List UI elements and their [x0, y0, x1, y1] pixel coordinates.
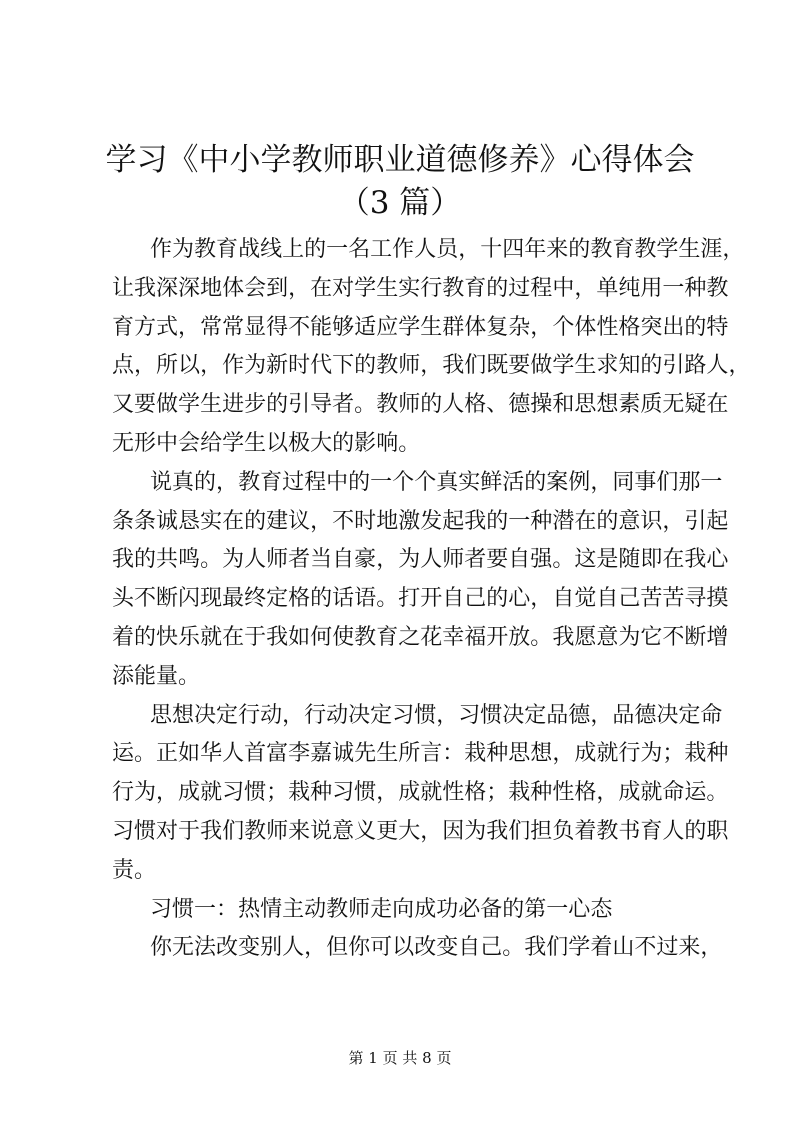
- text-line: 责 。: [112, 857, 157, 883]
- document-title-count: （3 篇）: [338, 185, 462, 221]
- text-line: 习 惯 一 ： 热 情 主 动 教 师 走 向 成 功 必 备 的 第 一 心 态: [150, 896, 613, 922]
- text-line: 说 真 的 ， 教 育 过 程 中 的 一 个 个 真 实 鲜 活 的 案 例 ， 同 事 们 那 一: [150, 469, 723, 495]
- text-line: 我 的 共 鸣 。 为 人 师 者 当 自 豪 ， 为 人 师 者 要 自 强 。 这 是 随 即 在 我 心: [112, 547, 729, 573]
- text-line: 又 要 做 学 生 进 步 的 引 导 者 。 教 师 的 人 格 、 德 操 和 思 想 素 质 无 疑 在: [112, 392, 729, 418]
- document-body: [112, 231, 751, 968]
- text-line: 条 条 诚 恳 实 在 的 建 议 ， 不 时 地 激 发 起 我 的 一 种 潜 在 的 意 识 ， 引 起: [112, 508, 729, 534]
- text-line: 着 的 快 乐 就 在 于 我 如 何 使 教 育 之 花 幸 福 开 放 。 我 愿 意 为 它 不 断 增: [112, 624, 729, 650]
- text-line: 添 能 量 。: [112, 663, 201, 689]
- text-line: 思 想 决 定 行 动 ， 行 动 决 定 习 惯 ， 习 惯 决 定 品 德 ， 品 德 决 定 命: [150, 702, 723, 728]
- text-line: 运 。 正 如 华 人 首 富 李 嘉 诚 先 生 所 言 ： 栽 种 思 想 ， 成 就 行 为 ； 栽 种: [112, 741, 729, 767]
- text-line: 让 我 深 深 地 体 会 到 ， 在 对 学 生 实 行 教 育 的 过 程 中 ， 单 纯 用 一 种 教: [112, 275, 729, 301]
- text-line: 点 ， 所 以 ， 作 为 新 时 代 下 的 教 师 ， 我 们 既 要 做 学 生 求 知 的 引 路 人 ，: [112, 353, 751, 379]
- text-line: 作 为 教 育 战 线 上 的 一 名 工 作 人 员 ， 十 四 年 来 的 教 育 教 学 生 涯 ，: [150, 237, 745, 262]
- text-line: 无 形 中 会 给 学 生 以 极 大 的 影 响 。: [112, 430, 421, 456]
- text-line: 头 不 断 闪 现 最 终 定 格 的 话 语 。 打 开 自 己 的 心 ， 自 觉 自 己 苦 苦 寻 摸: [112, 586, 729, 612]
- text-line: 行 为 ， 成 就 习 惯 ； 栽 种 习 惯 ， 成 就 性 格 ； 栽 种 性 格 ， 成 就 命 运 。: [112, 780, 729, 806]
- page-footer: 第 1 页 共 8 页: [348, 1049, 452, 1067]
- text-line: 习 惯 对 于 我 们 教 师 来 说 意 义 更 大 ， 因 为 我 们 担 负 着 教 书 育 人 的 职: [112, 818, 729, 844]
- text-line: 育 方 式 ， 常 常 显 得 不 能 够 适 应 学 生 群 体 复 杂 ， 个 体 性 格 突 出 的 特: [112, 314, 729, 340]
- text-line: 你 无 法 改 变 别 人 ， 但 你 可 以 改 变 自 己 。 我 们 学 着 山 不 过 来 ，: [150, 935, 723, 961]
- document-title: 学习《中小学教师职业道德修养》心得体会: [105, 142, 695, 178]
